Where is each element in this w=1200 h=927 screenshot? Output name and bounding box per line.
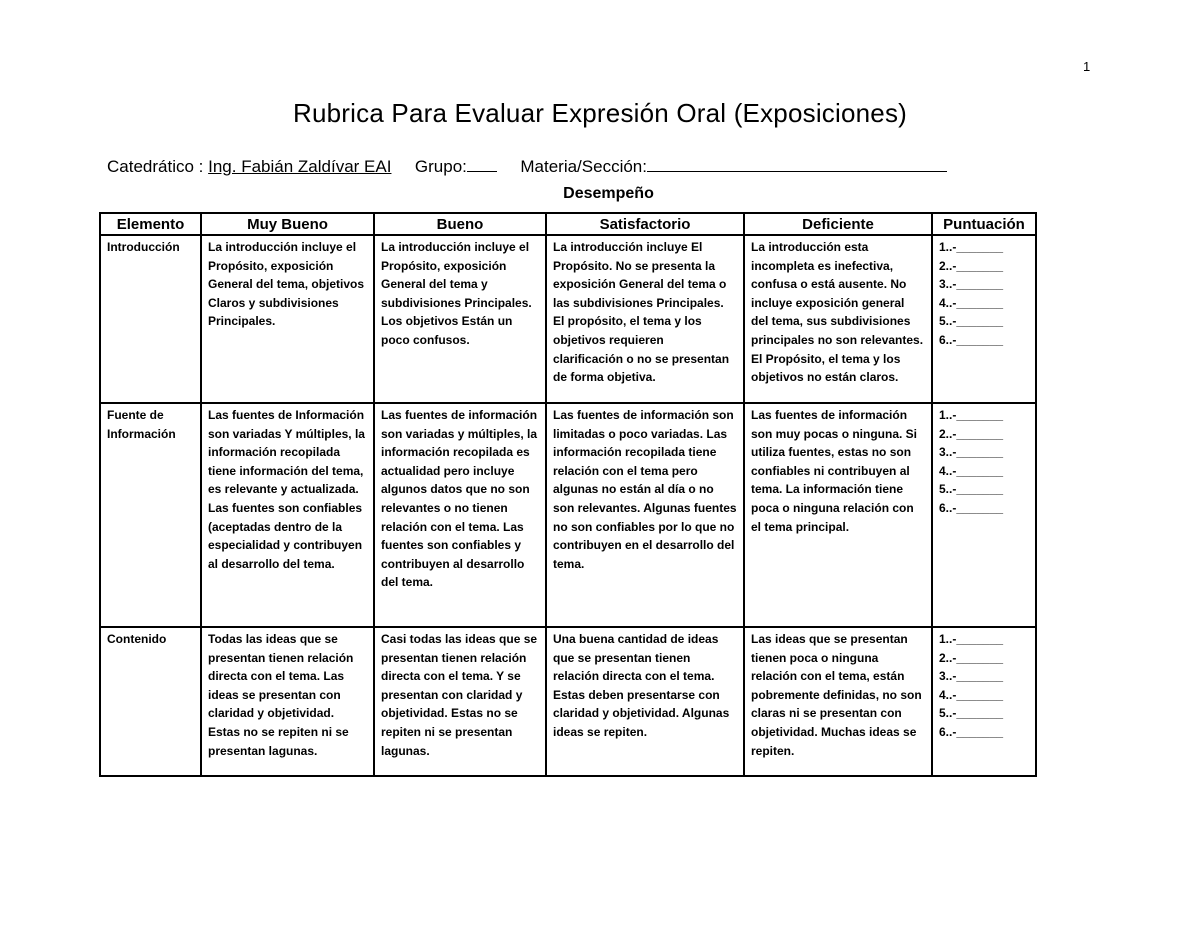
table-row [100,403,1036,627]
header-elemento: Elemento [100,213,201,235]
score-blank[interactable]: 2..-_______ [939,426,1004,441]
table-row [100,235,1036,403]
satisfactorio-cell: Las fuentes de información son limitadas o poco variadas. Las información recopilada tiene relación con el tema pero algunas no están al día o no son relevantes. Algunas fuentes no son confiables por lo que no contribuyen en el desarrollo del tema. [546,403,744,627]
satisfactorio-cell: La introducción incluye El Propósito. No se presenta la exposición General del tema o las subdivisiones Principales. El propósito, el tema y los objetivos requieren clarificación o no se presentan de forma objetiva. [546,235,744,403]
puntuacion-cell [932,235,1036,403]
score-blank[interactable]: 3..-_______ [939,277,1004,292]
header-row [100,213,1036,235]
section-label [0,185,1200,203]
deficiente-cell: Las fuentes de información son muy pocas o ninguna. Si utiliza fuentes, estas no son confiables ni contribuyen al tema. La información tiene poca o ninguna relación con el tema principal. [744,403,932,627]
score-blank[interactable]: 5..-_______ [939,706,1004,721]
grupo-label: Grupo: [414,157,467,176]
catedratico-label: Catedrático : [107,157,204,176]
deficiente-cell: La introducción esta incompleta es inefectiva, confusa o está ausente. No incluye exposición general del tema, sus subdivisiones principales no son relevantes. El Propósito, el tema y los objetivos no están claros. [744,235,932,403]
score-blank[interactable]: 6..-_______ [939,332,1004,347]
grupo-blank [467,155,497,172]
score-blank[interactable]: 5..-_______ [939,482,1004,497]
table-row [100,627,1036,776]
deficiente-cell: Las ideas que se presentan tienen poca o ninguna relación con el tema, están pobremente definidas, no son claras ni se presentan con objetividad. Muchas ideas se repiten. [744,627,932,776]
header-bueno: Bueno [374,213,546,235]
muy-bueno-cell: Las fuentes de Información son variadas Y múltiples, la información recopilada tiene información del tema, es relevante y actualizada. Las fuentes son confiables (aceptadas dentro de la especialidad y contribuyen al desarrollo del tema. [201,403,374,627]
puntuacion-cell [932,403,1036,627]
header-muy-bueno: Muy Bueno [201,213,374,235]
catedratico-value: Ing. Fabián Zaldívar EAI [208,157,392,176]
score-blank[interactable]: 3..-_______ [939,669,1004,684]
bueno-cell: Las fuentes de información son variadas y múltiples, la información recopilada es actualidad pero incluye algunos datos que no son relevantes o no tienen relación con el tema. Las fuentes son confiables y contribuyen al desarrollo del tema. [374,403,546,627]
bueno-cell: Casi todas las ideas que se presentan tienen relación directa con el tema. Y se presentan con claridad y objetividad. Estas no se repiten ni se presentan lagunas. [374,627,546,776]
score-blank[interactable]: 1..-_______ [939,632,1004,646]
rubric-table [99,212,1037,777]
elemento-cell: Contenido [100,627,201,776]
elemento-cell: Fuente de Información [100,403,201,627]
header-fields [107,155,947,177]
score-blank[interactable]: 2..-_______ [939,258,1004,273]
score-blank[interactable]: 1..-_______ [939,240,1004,254]
score-blank[interactable]: 4..-_______ [939,463,1004,478]
satisfactorio-cell: Una buena cantidad de ideas que se presentan tienen relación directa con el tema. Estas deben presentarse con claridad y objetividad. Algunas ideas se repiten. [546,627,744,776]
materia-label: Materia/Sección: [520,157,647,176]
score-blank[interactable]: 2..-_______ [939,650,1004,665]
elemento-cell: Introducción [100,235,201,403]
score-blank[interactable]: 5..-_______ [939,314,1004,329]
header-puntuacion: Puntuación [932,213,1036,235]
header-satisfactorio: Satisfactorio [546,213,744,235]
score-blank[interactable]: 1..-_______ [939,408,1004,422]
score-blank[interactable]: 6..-_______ [939,500,1004,515]
page-number: 1 [1083,59,1091,74]
score-blank[interactable]: 6..-_______ [939,724,1004,739]
muy-bueno-cell: La introducción incluye el Propósito, exposición General del tema, objetivos Claros y subdivisiones Principales. [201,235,374,403]
document-title: Rubrica Para Evaluar Expresión Oral (Exposiciones) [292,98,908,128]
muy-bueno-cell: Todas las ideas que se presentan tienen relación directa con el tema. Las ideas se presentan con claridad y objetividad. Estas no se repiten ni se presentan lagunas. [201,627,374,776]
bueno-cell: La introducción incluye el Propósito, exposición General del tema y subdivisiones Principales. Los objetivos Están un poco confusos. [374,235,546,403]
score-blank[interactable]: 4..-_______ [939,687,1004,702]
puntuacion-cell [932,627,1036,776]
materia-blank [647,155,947,172]
header-deficiente: Deficiente [744,213,932,235]
score-blank[interactable]: 4..-_______ [939,295,1004,310]
desempeno-label: Desempeño [563,185,654,202]
score-blank[interactable]: 3..-_______ [939,445,1004,460]
